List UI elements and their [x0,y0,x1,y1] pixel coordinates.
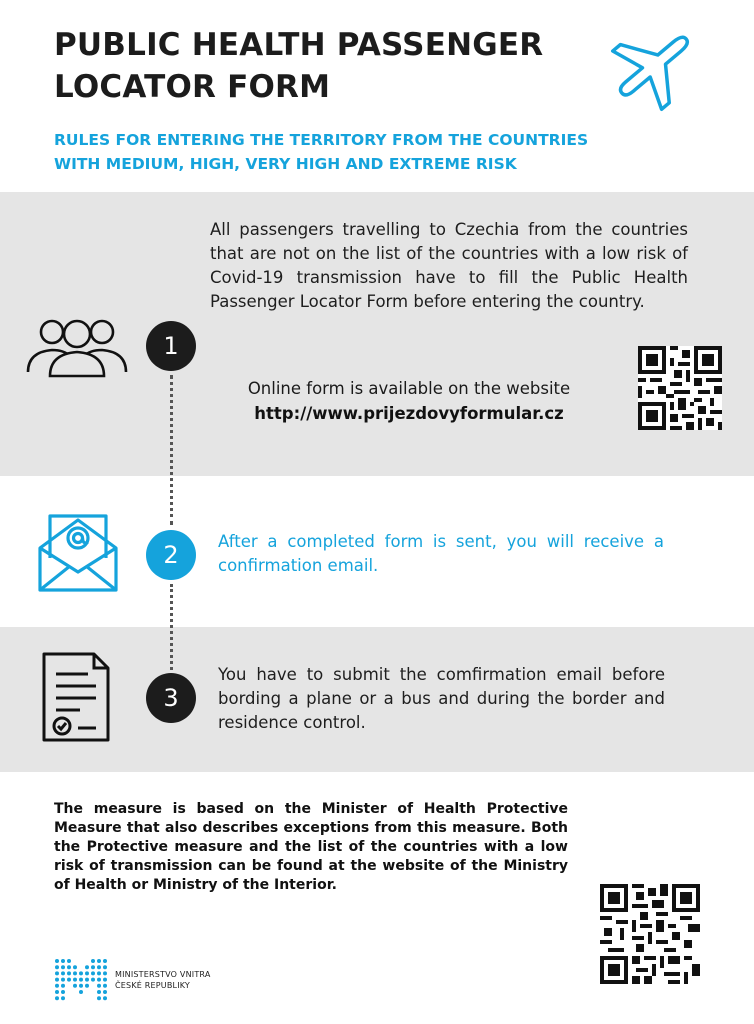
subtitle-line-1: RULES FOR ENTERING THE TERRITORY FROM THE COUNTRIES [54,131,589,149]
airplane-icon [606,20,702,112]
people-icon [24,312,130,378]
email-icon [36,512,120,594]
step-2-text: After a completed form is sent, you will receive a confirmation email. [218,532,664,575]
subtitle [54,128,694,176]
logo-line-2: ČESKÉ REPUBLIKY [115,981,191,990]
step-3-number: 3 [146,673,196,723]
step-2-number: 2 [146,530,196,580]
logo-line-1: MINISTERSTVO VNITRA [115,970,211,979]
ministry-logo-text [115,969,211,991]
qr-code-form-icon [638,346,722,430]
page-title [54,24,584,108]
subtitle-line-2: WITH MEDIUM, HIGH, VERY HIGH AND EXTREME RISK [54,155,517,173]
title-line-1: PUBLIC HEALTH PASSENGER [54,27,544,63]
step-1-number: 1 [146,321,196,371]
website-link[interactable]: http://www.prijezdovyformular.cz [254,404,564,423]
title-line-2: LOCATOR FORM [54,69,331,105]
qr-code-ministry-icon [600,884,700,984]
connector-line-1 [170,375,173,525]
footer-note: The measure is based on the Minister of Health Protective Measure that also describes exceptions from this measure. Both the Protective measure and the list of the countries with a low risk of transmission can be found at the website of the Ministry of Health or Ministry of the Interior. [54,801,568,893]
step-3-text: You have to submit the comfirmation email before bording a plane or a bus and during the border and residence control. [218,665,665,732]
connector-line-2 [170,584,173,670]
step-1-text: All passengers travelling to Czechia from the countries that are not on the list of the countries with a low risk of Covid-19 transmission have to fill the Public Health Passenger Locator Form before entering the country. [210,220,688,311]
online-form-info [222,376,596,426]
online-form-text: Online form is available on the website [247,379,571,398]
document-check-icon [40,650,112,744]
ministry-logo-icon [54,958,108,1002]
